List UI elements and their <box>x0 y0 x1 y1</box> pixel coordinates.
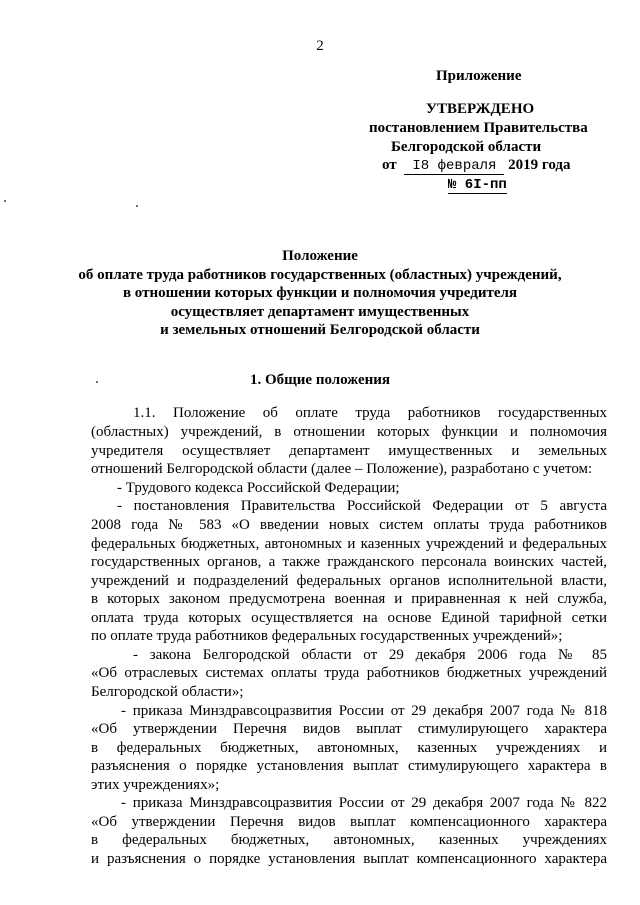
title-line-3: в отношении которых функции и полномочия учредителя <box>122 285 518 301</box>
body-line: 1.1. Положение об оплате труда работников государственных <box>133 405 607 421</box>
body-line: «Об утверждении Перечня видов выплат компенсационного характера <box>91 814 607 830</box>
section-heading: 1. Общие положения <box>249 372 391 388</box>
title-line-2: об оплате труда работников государственных (областных) учреждений, <box>78 267 562 283</box>
body-line: 2008 года № 583 «О введении новых систем оплаты труда работников <box>91 517 607 533</box>
body-line: в федеральных бюджетных, автономных, казенных учреждениях и <box>91 740 607 756</box>
date-year: 2019 года <box>508 157 571 173</box>
body-line: - приказа Минздравсоцразвития России от 29 декабря 2007 года № 818 <box>121 703 607 719</box>
body-line: - постановления Правительства Российской Федерации от 5 августа <box>117 498 607 514</box>
resolution-label: постановлением Правительства <box>369 120 588 136</box>
page-number: 2 <box>316 38 324 54</box>
body-line: федеральных бюджетных, автономных и казенных учреждений и федеральных <box>91 536 607 552</box>
handwritten-date: I8 февраля <box>404 157 504 175</box>
date-prefix: от <box>382 157 397 173</box>
body-line: по оплате труда работников федеральных государственных учреждений»; <box>91 628 563 644</box>
body-line: учреждений и подразделений федеральных органов исполнительной власти, <box>91 573 607 589</box>
region-label: Белгородской области <box>391 139 542 155</box>
body-line: - приказа Минздравсоцразвития России от 29 декабря 2007 года № 822 <box>121 795 607 811</box>
body-line: учредителя осуществляет департамент имущественных и земельных <box>91 443 607 459</box>
body-line: государственных органов, а также гражданского персонала воинских частей, <box>91 554 607 570</box>
resolution-number: № 6I-пп <box>448 177 507 193</box>
body-line: в которых законом предусмотрена военная и приравненная к ней служба, <box>91 591 607 607</box>
body-line: - Трудового кодекса Российской Федерации; <box>117 480 400 496</box>
body-line: и разъяснения о порядке установления выплат компенсационного характера <box>91 851 607 867</box>
body-line: «Об отраслевых системах оплаты труда работников бюджетных учреждений <box>91 665 607 681</box>
body-line: оплата труда которых осуществляется на основе Единой тарифной сетки <box>91 610 607 626</box>
body-line: разъяснения о порядке установления выплат стимулирующего характера в <box>91 758 607 774</box>
body-line: отношений Белгородской области (далее – Положение), разработано с учетом: <box>91 461 593 477</box>
body-line: в федеральных бюджетных, автономных, казенных учреждениях <box>91 832 607 848</box>
body-line: «Об утверждении Перечня видов выплат стимулирующего характера <box>91 721 607 737</box>
approval-date <box>382 157 571 175</box>
scan-speck <box>4 200 6 202</box>
body-line: этих учреждениях»; <box>91 777 220 793</box>
body-line: - закона Белгородской области от 29 декабря 2006 года № 85 <box>133 647 607 663</box>
appendix-label: Приложение <box>436 68 522 84</box>
body-line: (областных) учреждений, в отношении которых функции и полномочия <box>91 424 607 440</box>
scan-speck <box>136 205 138 207</box>
title-line-5: и земельных отношений Белгородской области <box>160 322 480 338</box>
scan-speck <box>96 381 98 383</box>
body-line: Белгородской области»; <box>91 684 244 700</box>
title-line-4: осуществляет департамент имущественных <box>170 304 470 320</box>
title-line-1: Положение <box>282 248 358 264</box>
approved-label: УТВЕРЖДЕНО <box>426 101 535 117</box>
